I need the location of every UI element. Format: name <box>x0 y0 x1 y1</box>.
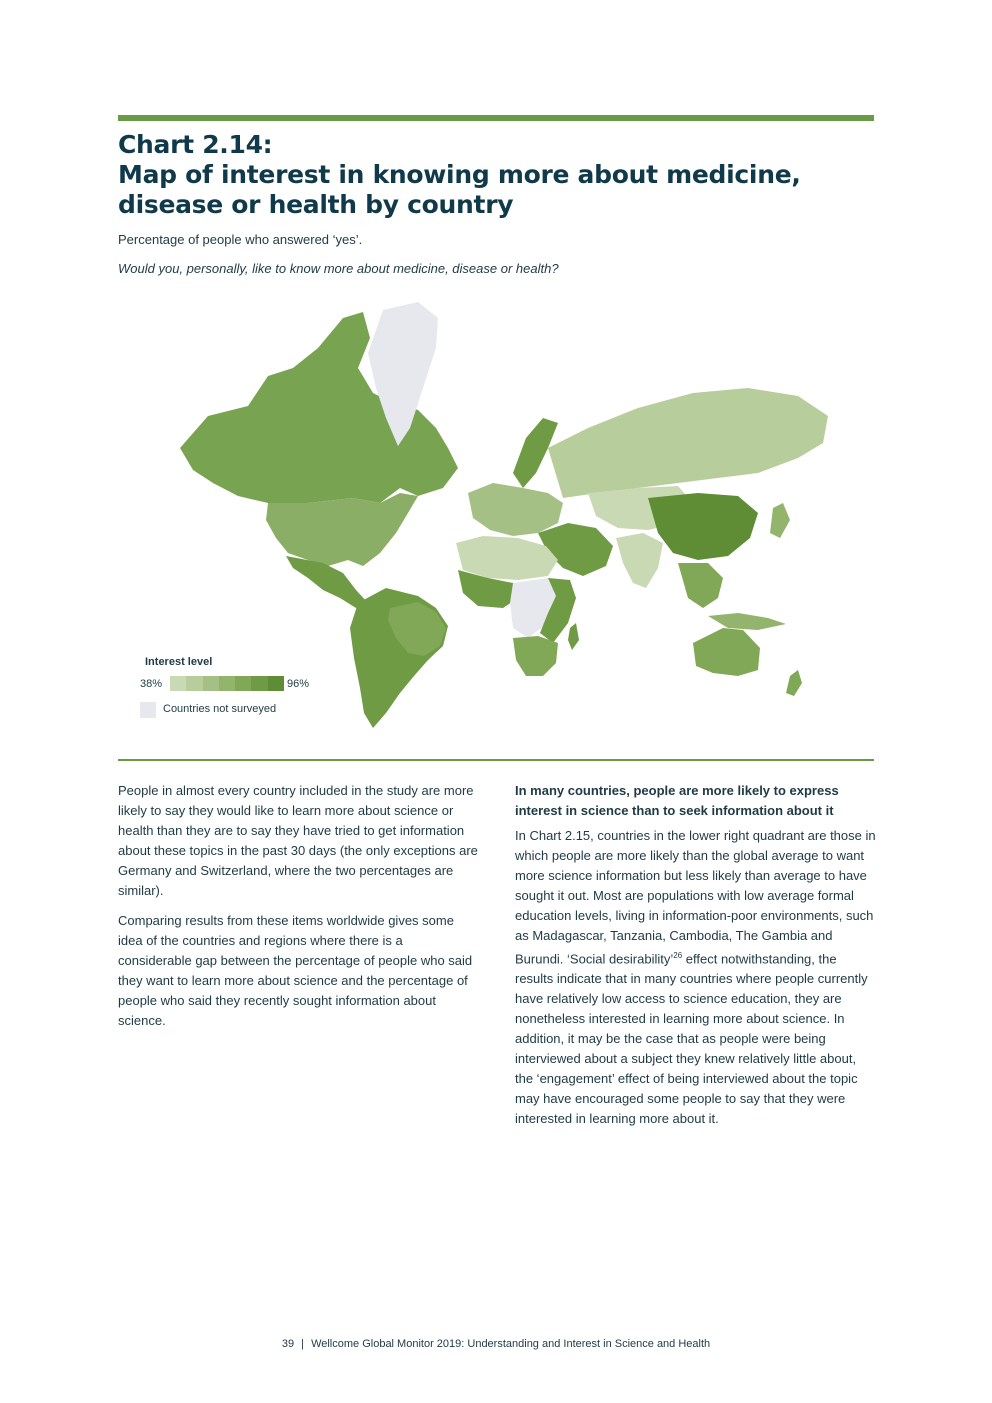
world-map <box>118 298 874 738</box>
map-region-north-africa <box>456 536 558 580</box>
chart-subtitle: Percentage of people who answered ‘yes’. <box>118 232 363 247</box>
legend-scale-step <box>170 676 186 691</box>
footer-separator: | <box>301 1338 304 1350</box>
chart-title <box>118 130 878 220</box>
right-column <box>515 781 877 1139</box>
section-divider <box>118 759 874 761</box>
map-region-indonesia <box>708 613 786 630</box>
body-paragraph <box>515 826 877 1129</box>
legend-scale-step <box>268 676 284 691</box>
chart-title-line-2: disease or health by country <box>118 190 514 219</box>
legend-color-scale <box>170 676 284 691</box>
survey-question: Would you, personally, like to know more about medicine, disease or health? <box>118 261 559 276</box>
legend-scale-step <box>251 676 267 691</box>
left-column <box>118 781 480 1041</box>
legend-title: Interest level <box>145 656 213 668</box>
chart-title-line-1: Map of interest in knowing more about medicine, <box>118 160 801 189</box>
map-region-usa <box>266 493 418 566</box>
body-paragraph: Comparing results from these items worldwide gives some idea of the countries and regions where there is a considerable gap between the percentage of people who said they want to learn more about science and the percentage of people who said they recently sought information about science. <box>118 913 473 1028</box>
footer-text: Wellcome Global Monitor 2019: Understanding and Interest in Science and Health <box>311 1338 711 1350</box>
map-region-russia <box>548 388 828 498</box>
legend-not-surveyed-swatch <box>140 702 156 718</box>
legend-min-label: 38% <box>140 678 163 690</box>
legend-not-surveyed-label: Countries not surveyed <box>163 703 277 715</box>
legend-scale-step <box>186 676 202 691</box>
legend-scale-step <box>219 676 235 691</box>
map-region-new-zealand <box>786 670 802 696</box>
footnote-reference[interactable]: 26 <box>673 951 683 960</box>
map-region-japan <box>770 503 790 538</box>
legend-scale-step <box>203 676 219 691</box>
body-paragraph: People in almost every country included in the study are more likely to say they would like to learn more about science or health than they are to say they have tried to get information about these topics in the past 30 days (the only exceptions are Germany and Switzerland, where the two percentages are similar). <box>118 783 478 898</box>
map-region-india <box>616 533 663 588</box>
map-region-europe <box>468 483 563 536</box>
legend-scale-step <box>235 676 251 691</box>
paragraph-text-part-2: effect notwithstanding, the results indicate that in many countries where people currently have relatively low access to science education, they are nonetheless interested in learning more about science. In addition, it may be the case that as people were being interviewed about a subject they knew relatively little about, the ‘engagement’ effect of being interviewed about the topic may have encouraged some people to say that they were interested in learning more about it. <box>515 951 868 1127</box>
page-number: 39 <box>281 1338 295 1350</box>
section-heading: In many countries, people are more likely to express interest in science than to seek information about it <box>515 783 839 818</box>
map-region-madagascar <box>568 623 579 650</box>
page-footer <box>0 1338 992 1350</box>
map-region-australia <box>693 628 760 676</box>
legend-max-label: 96% <box>287 678 310 690</box>
top-rule <box>118 115 874 121</box>
paragraph-text-part-1: In Chart 2.15, countries in the lower right quadrant are those in which people are more likely than the global average to want more science information but less likely than average to have sought it out. Most are populations with low average formal education levels, living in information-poor environments, such as Madagascar, Tanzania, Cambodia, The Gambia and Burundi. ‘Social desirability’ <box>515 828 876 967</box>
map-region-mongolia-china <box>648 493 758 560</box>
map-region-southeast-asia <box>678 563 723 608</box>
map-region-southern-africa <box>513 636 558 676</box>
chart-number: Chart 2.14: <box>118 130 273 159</box>
